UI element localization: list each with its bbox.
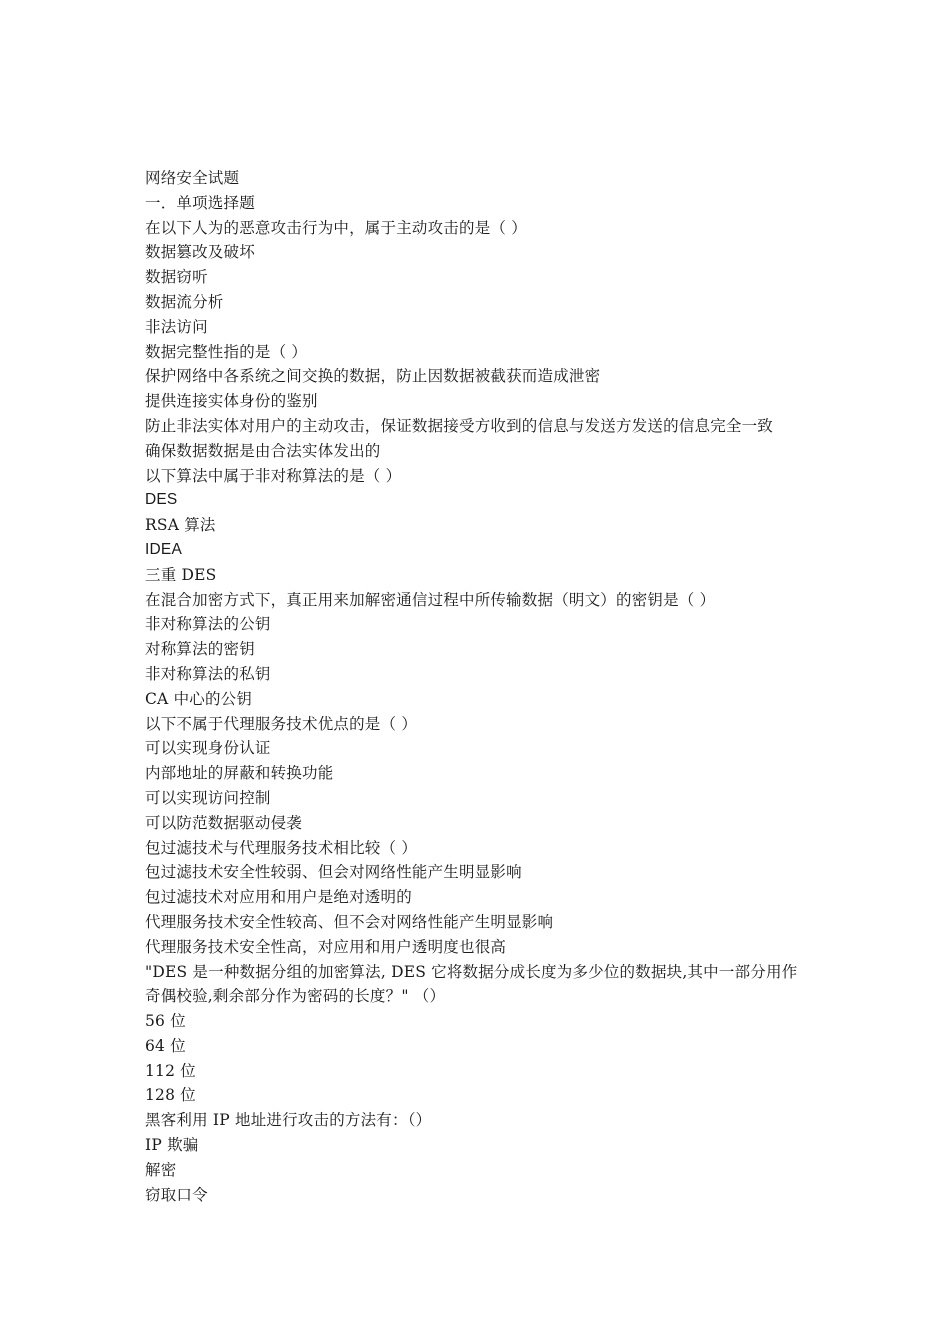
- question-7-part-2: 奇偶校验,剩余部分作为密码的长度？" （）: [145, 987, 446, 1006]
- question-1: 在以下人为的恶意攻击行为中，属于主动攻击的是（ ）: [145, 218, 527, 237]
- question-8-option-a: IP 欺骗: [145, 1136, 199, 1155]
- question-6: 包过滤技术与代理服务技术相比较（ ）: [145, 838, 418, 857]
- question-3-option-c: IDEA: [145, 540, 182, 558]
- question-7-option-d: 128 位: [145, 1086, 197, 1105]
- question-8-option-c: 窃取口令: [145, 1185, 208, 1204]
- question-4-option-c: 非对称算法的私钥: [145, 664, 271, 683]
- question-3-option-b: RSA 算法: [145, 516, 216, 535]
- question-7-option-c: 112 位: [145, 1061, 197, 1080]
- question-2-option-d: 确保数据数据是由合法实体发出的: [145, 441, 381, 460]
- question-3-option-d: 三重 DES: [145, 565, 217, 584]
- document-body: [145, 166, 815, 1207]
- question-8: 黑客利用 IP 地址进行攻击的方法有：（）: [145, 1111, 432, 1130]
- section-heading: 一．单项选择题: [145, 193, 255, 212]
- question-5-option-d: 可以防范数据驱动侵袭: [145, 813, 303, 832]
- question-2-option-b: 提供连接实体身份的鉴别: [145, 392, 318, 411]
- question-4-option-a: 非对称算法的公钥: [145, 615, 271, 634]
- question-1-option-c: 数据流分析: [145, 292, 224, 311]
- question-4-option-b: 对称算法的密钥: [145, 640, 255, 659]
- document-title: 网络安全试题: [145, 169, 240, 187]
- question-7-part-1: "DES 是一种数据分组的加密算法, DES 它将数据分成长度为多少位的数据块,其中一部分用作: [145, 962, 798, 981]
- question-1-option-d: 非法访问: [145, 317, 208, 336]
- question-7-option-a: 56 位: [145, 1012, 186, 1031]
- question-6-option-c: 代理服务技术安全性较高、但不会对网络性能产生明显影响: [145, 912, 554, 931]
- question-2: 数据完整性指的是（ ）: [145, 342, 308, 361]
- question-3-option-a: DES: [145, 491, 178, 509]
- question-5-option-b: 内部地址的屏蔽和转换功能: [145, 764, 334, 783]
- question-6-option-d: 代理服务技术安全性高，对应用和用户透明度也很高: [145, 937, 507, 956]
- question-6-option-a: 包过滤技术安全性较弱、但会对网络性能产生明显影响: [145, 863, 522, 882]
- question-8-option-b: 解密: [145, 1160, 177, 1179]
- question-5-option-a: 可以实现身份认证: [145, 739, 271, 758]
- question-1-option-a: 数据篡改及破坏: [145, 243, 255, 262]
- question-4: 在混合加密方式下，真正用来加解密通信过程中所传输数据（明文）的密钥是（ ）: [145, 590, 716, 609]
- question-4-option-d: CA 中心的公钥: [145, 689, 253, 708]
- question-1-option-b: 数据窃听: [145, 268, 208, 287]
- question-5: 以下不属于代理服务技术优点的是（ ）: [145, 714, 418, 733]
- question-5-option-c: 可以实现访问控制: [145, 788, 271, 807]
- question-6-option-b: 包过滤技术对应用和用户是绝对透明的: [145, 888, 412, 907]
- question-3: 以下算法中属于非对称算法的是（ ）: [145, 466, 402, 485]
- question-2-option-c: 防止非法实体对用户的主动攻击，保证数据接受方收到的信息与发送方发送的信息完全一致: [145, 416, 774, 435]
- question-2-option-a: 保护网络中各系统之间交换的数据，防止因数据被截获而造成泄密: [145, 367, 601, 386]
- question-7-option-b: 64 位: [145, 1036, 186, 1055]
